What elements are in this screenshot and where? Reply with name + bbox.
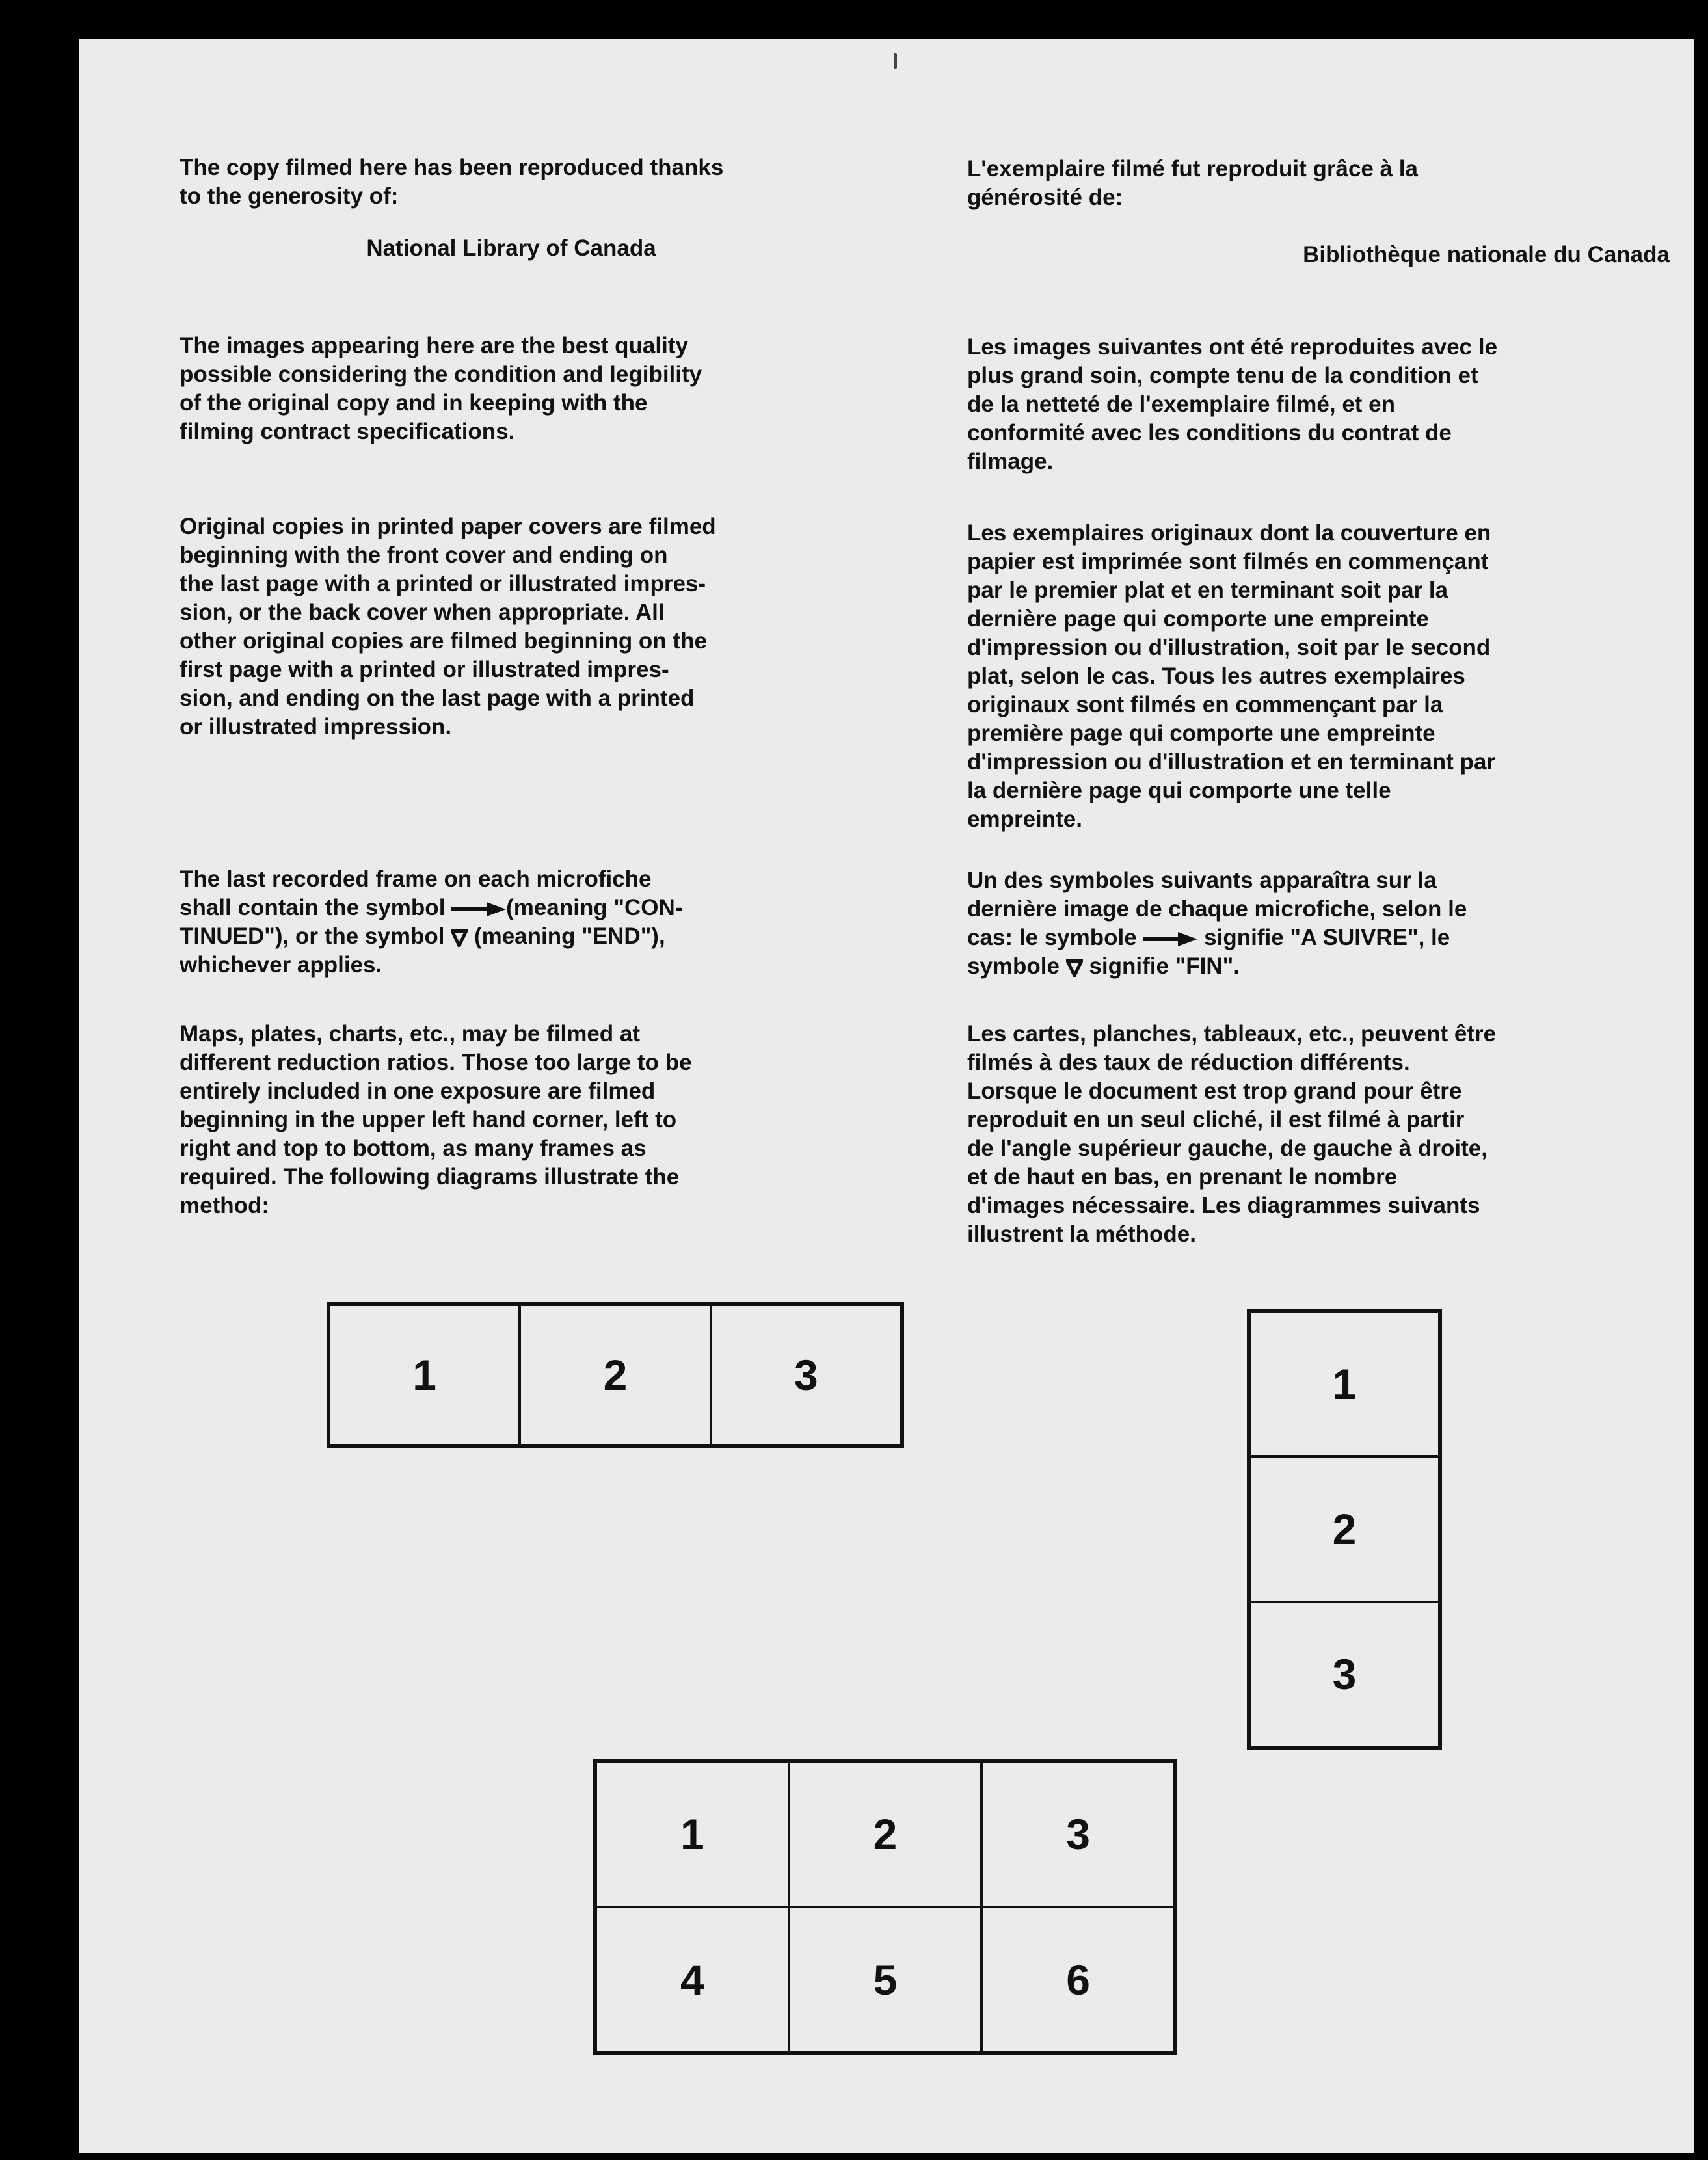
text-line: other original copies are filmed beginning on the — [180, 628, 707, 654]
right-covers-paragraph — [967, 519, 1495, 834]
text-line: originaux sont filmés en commençant par la — [967, 692, 1443, 717]
left-library-name — [180, 234, 843, 263]
text-line: Les images suivantes ont été reproduites avec le — [967, 334, 1498, 360]
text-line: conformité avec les conditions du contrat de — [967, 420, 1452, 446]
right-intro — [967, 155, 1418, 212]
frame-cell: 2 — [1249, 1456, 1439, 1601]
text-line: method: — [180, 1193, 270, 1218]
frame-cell: 1 — [596, 1761, 789, 1907]
diagram-grid-six-frames — [593, 1759, 1177, 2055]
text-line: beginning in the upper left hand corner, left to — [180, 1107, 677, 1132]
text-line: dernière page qui comporte une empreinte — [967, 606, 1429, 632]
text-line: The images appearing here are the best quality — [180, 333, 688, 358]
arrow-icon — [1143, 932, 1197, 946]
text-line: papier est imprimée sont filmés en commençant — [967, 549, 1489, 574]
frame-cell: 1 — [1249, 1311, 1439, 1456]
text-line: reproduit en un seul cliché, il est filmé à partir — [967, 1107, 1465, 1132]
triangle-down-icon — [451, 929, 468, 947]
text-line: Les cartes, planches, tableaux, etc., peuvent être — [967, 1021, 1497, 1047]
text-fragment: TINUED"), or the symbol — [180, 924, 451, 949]
text-line: required. The following diagrams illustrate the — [180, 1164, 680, 1190]
text-line: de l'angle supérieur gauche, de gauche à droite, — [967, 1136, 1488, 1161]
left-quality-paragraph — [180, 332, 702, 446]
diagram-column-three-frames — [1247, 1309, 1442, 1750]
text-line: empreinte. — [967, 807, 1082, 832]
frame-cell: 2 — [520, 1305, 710, 1445]
text-line: plus grand soin, compte tenu de la condition et — [967, 363, 1478, 388]
text-line: et de haut en bas, en prenant le nombre — [967, 1164, 1398, 1190]
text-line — [967, 952, 1467, 981]
text-line: Maps, plates, charts, etc., may be filmed at — [180, 1021, 641, 1047]
text-line: Lorsque le document est trop grand pour être — [967, 1078, 1462, 1104]
text-line: filmage. — [967, 449, 1054, 474]
text-line — [967, 924, 1467, 952]
left-symbols-paragraph — [180, 865, 682, 980]
text-line: plat, selon le cas. Tous les autres exemplaires — [967, 663, 1465, 689]
microfiche-target-page — [79, 39, 1694, 2153]
text-line: dernière image de chaque microfiche, selon le — [967, 896, 1467, 922]
right-symbols-paragraph — [967, 866, 1467, 981]
text-line: de la netteté de l'exemplaire filmé, et en — [967, 392, 1396, 417]
diagram-row-three-frames — [327, 1302, 904, 1448]
text-line: right and top to bottom, as many frames as — [180, 1136, 647, 1161]
text-line: Les exemplaires originaux dont la couverture en — [967, 520, 1491, 546]
text-line: sion, or the back cover when appropriate. All — [180, 600, 665, 625]
text-line: L'exemplaire filmé fut reproduit grâce à la — [967, 156, 1418, 181]
left-covers-paragraph — [180, 513, 716, 741]
frame-cell: 2 — [789, 1761, 982, 1907]
arrow-icon — [451, 902, 506, 916]
text-line: d'impression ou d'illustration, soit par le second — [967, 635, 1491, 660]
triangle-down-icon — [1066, 959, 1083, 977]
text-fragment: signifie "FIN". — [1082, 953, 1240, 979]
text-line: beginning with the front cover and ending on — [180, 542, 668, 568]
text-fragment: (meaning "CON- — [506, 895, 683, 920]
text-line — [180, 894, 682, 922]
right-maps-paragraph — [967, 1020, 1496, 1249]
text-line: to the generosity of: — [180, 183, 399, 209]
scan-mark — [894, 53, 897, 69]
text-line: the last page with a printed or illustrated impres- — [180, 571, 706, 596]
frame-cell: 1 — [329, 1305, 520, 1445]
frame-cell: 6 — [981, 1907, 1175, 2053]
text-line: of the original copy and in keeping with the — [180, 390, 648, 416]
left-intro — [180, 153, 723, 211]
text-line: Un des symboles suivants apparaîtra sur la — [967, 868, 1437, 893]
text-line: sion, and ending on the last page with a printed — [180, 686, 695, 711]
text-fragment: cas: le symbole — [967, 925, 1143, 950]
text-line: whichever applies. — [180, 952, 382, 978]
frame-cell: 3 — [1249, 1602, 1439, 1747]
text-line: filmés à des taux de réduction différents. — [967, 1050, 1410, 1075]
text-line: The last recorded frame on each microfiche — [180, 866, 652, 892]
text-line: première page qui comporte une empreinte — [967, 721, 1435, 746]
library-name: National Library of Canada — [366, 235, 656, 261]
left-maps-paragraph — [180, 1020, 692, 1220]
text-line: different reduction ratios. Those too large to be — [180, 1050, 692, 1075]
right-library-name — [967, 241, 1670, 269]
text-fragment: symbole — [967, 953, 1066, 979]
text-line: d'images nécessaire. Les diagrammes suivants — [967, 1193, 1480, 1218]
text-line: par le premier plat et en terminant soit par la — [967, 578, 1448, 603]
text-line — [180, 922, 682, 951]
frame-cell: 4 — [596, 1907, 789, 2053]
frame-cell: 3 — [981, 1761, 1175, 1907]
library-name: Bibliothèque nationale du Canada — [1303, 242, 1670, 267]
text-fragment: signifie "A SUIVRE", le — [1197, 925, 1450, 950]
text-fragment: shall contain the symbol — [180, 895, 452, 920]
text-line: illustrent la méthode. — [967, 1221, 1196, 1247]
text-line: first page with a printed or illustrated impres- — [180, 657, 669, 682]
text-line: entirely included in one exposure are filmed — [180, 1078, 656, 1104]
text-line: or illustrated impression. — [180, 714, 452, 740]
text-line: filming contract specifications. — [180, 419, 515, 444]
right-quality-paragraph — [967, 333, 1497, 476]
text-fragment: (meaning "END"), — [468, 924, 665, 949]
text-line: possible considering the condition and legibility — [180, 362, 702, 387]
text-line: la dernière page qui comporte une telle — [967, 778, 1391, 803]
text-line: Original copies in printed paper covers are filmed — [180, 514, 716, 539]
frame-cell: 5 — [789, 1907, 982, 2053]
text-line: The copy filmed here has been reproduced thanks — [180, 155, 724, 180]
text-line: d'impression ou d'illustration et en terminant par — [967, 749, 1496, 775]
text-line: générosité de: — [967, 185, 1123, 210]
frame-cell: 3 — [711, 1305, 901, 1445]
